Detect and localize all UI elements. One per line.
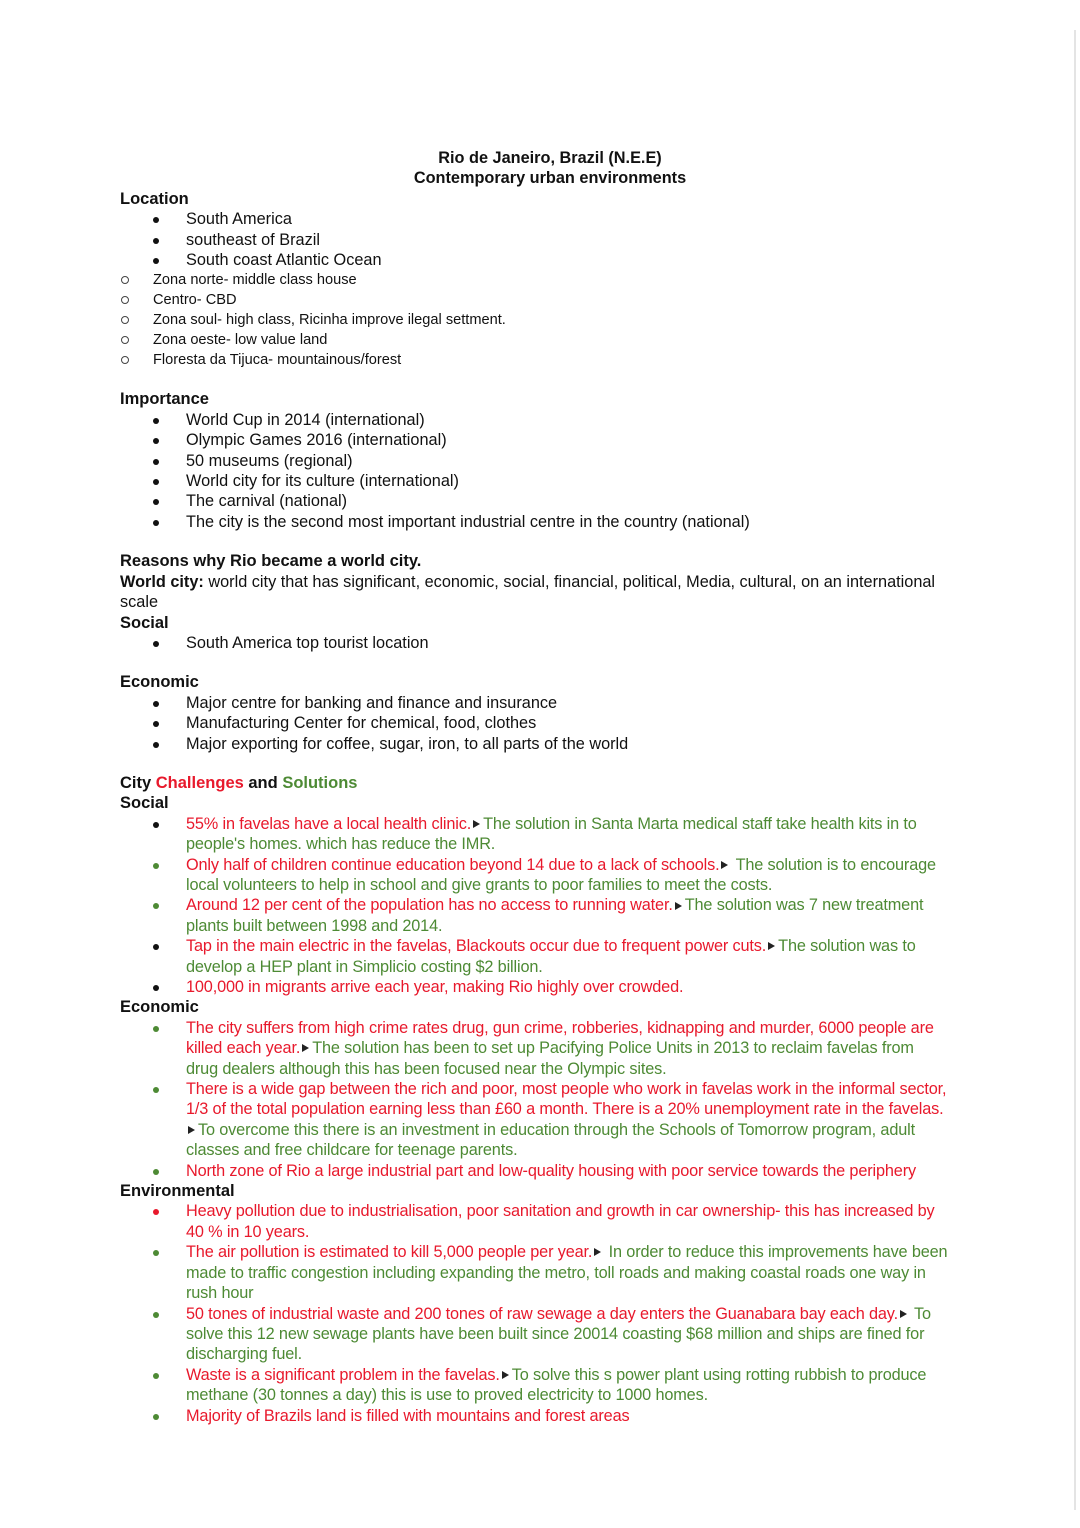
bullet-icon	[153, 418, 159, 424]
bullet-icon	[153, 1414, 159, 1420]
challenges-economic-heading: Economic	[120, 998, 199, 1017]
arrow-right-icon	[188, 1126, 195, 1134]
list-item	[120, 209, 950, 229]
challenge-item	[120, 855, 950, 896]
challenge-text: The air pollution is estimated to kill 5,000 people per year.	[186, 1243, 593, 1262]
arrow-right-icon	[721, 861, 728, 869]
bullet-icon	[153, 1026, 159, 1032]
list-item-text: Centro- CBD	[153, 292, 237, 309]
list-item	[120, 471, 950, 491]
solution-text: To overcome this there is an investment in education through the Schools of Tomorrow program, adult classes and free childcare for teenage parents.	[186, 1120, 915, 1160]
bullet-icon	[153, 863, 159, 869]
challenge-text: 55% in favelas have a local health clinic.	[186, 814, 472, 833]
list-item-text: Major centre for banking and finance and insurance	[186, 693, 558, 712]
definition-label: World city:	[120, 572, 204, 591]
heading-and: and	[243, 773, 283, 792]
challenge-text: Tap in the main electric in the favelas, Blackouts occur due to frequent power cuts.	[186, 937, 767, 956]
document-title: Rio de Janeiro, Brazil (N.E.E)	[438, 149, 662, 167]
challenge-text: Heavy pollution due to industrialisation, poor sanitation and growth in car ownership- this has increased by 40 % in 10 years.	[186, 1202, 935, 1241]
solution-text: To solve this 12 new sewage plants have been built since 20014 coasting $68 million and ships are fined for discharging fuel.	[186, 1304, 931, 1364]
bullet-icon	[153, 258, 159, 264]
list-item	[120, 633, 950, 653]
challenge-item	[120, 977, 950, 997]
list-item	[120, 330, 950, 350]
bullet-icon	[153, 238, 159, 244]
circle-bullet-icon	[121, 296, 129, 304]
bullet-icon	[153, 1312, 159, 1318]
arrow-right-icon	[768, 942, 775, 950]
challenge-text: The city suffers from high crime rates drug, gun crime, robberies, kidnapping and murder, 6000 people are killed each year.	[186, 1018, 934, 1058]
importance-heading: Importance	[120, 390, 209, 409]
list-item	[120, 430, 950, 450]
bullet-icon	[153, 944, 159, 950]
solution-text: The solution in Santa Marta medical staff take health kits in to people's homes. which has reduce the IMR.	[186, 814, 917, 854]
circle-bullet-icon	[121, 336, 129, 344]
bullet-icon	[153, 1209, 159, 1215]
reasons-economic-heading: Economic	[120, 673, 199, 692]
document-page	[120, 148, 950, 1426]
definition-text: world city that has significant, economic, social, financial, political, Media, cultural, on an international scale	[120, 572, 936, 612]
bullet-icon	[153, 499, 159, 505]
challenge-text: North zone of Rio a large industrial part and low-quality housing with poor service towards the periphery	[186, 1161, 916, 1180]
bullet-icon	[153, 1169, 159, 1175]
bullet-icon	[153, 1087, 159, 1093]
bullet-icon	[153, 217, 159, 223]
list-item	[120, 310, 950, 330]
list-item	[120, 230, 950, 250]
list-item-text: Floresta da Tijuca- mountainous/forest	[153, 352, 402, 369]
challenge-item	[120, 1079, 950, 1161]
list-item	[120, 713, 950, 733]
challenge-item	[120, 1365, 950, 1406]
bullet-icon	[153, 459, 159, 465]
challenge-item	[120, 1242, 950, 1303]
list-item-text: Major exporting for coffee, sugar, iron, to all parts of the world	[186, 734, 629, 753]
challenge-item	[120, 1304, 950, 1365]
list-item-text: World city for its culture (international)	[186, 472, 459, 491]
location-heading: Location	[120, 189, 189, 208]
bullet-icon	[153, 985, 159, 991]
list-item	[120, 734, 950, 754]
bullet-icon	[153, 721, 159, 727]
list-item-text: South America	[186, 210, 292, 229]
challenge-text: Waste is a significant problem in the favelas.	[186, 1365, 500, 1384]
circle-bullet-icon	[121, 356, 129, 364]
list-item-text: South America top tourist location	[186, 633, 429, 652]
arrow-right-icon	[900, 1310, 907, 1318]
solution-text: The solution has been to set up Pacifying Police Units in 2013 to reclaim favelas from drug dealers although this has been focused near the Olympic sites.	[186, 1039, 914, 1078]
bullet-icon	[153, 1250, 159, 1256]
list-item-text: World Cup in 2014 (international)	[186, 410, 425, 429]
list-item-text: Olympic Games 2016 (international)	[186, 431, 447, 450]
challenge-text: There is a wide gap between the rich and poor, most people who work in favelas work in the informal sector, 1/3 of the total population earning less than £60 a month. There is a 20% unemployment rate in the favelas.	[186, 1080, 947, 1119]
importance-list	[120, 410, 950, 532]
challenge-item	[120, 814, 950, 855]
challenge-text: 50 tones of industrial waste and 200 tones of raw sewage a day enters the Guanabara bay each day.	[186, 1304, 898, 1323]
list-item	[120, 410, 950, 430]
challenge-item	[120, 1018, 950, 1079]
challenges-economic-list	[120, 1018, 950, 1181]
heading-solutions: Solutions	[282, 773, 358, 792]
list-item	[120, 350, 950, 370]
challenges-social-list	[120, 814, 950, 998]
challenges-heading	[120, 773, 950, 793]
list-item-text: 50 museums (regional)	[186, 451, 353, 470]
challenge-item	[120, 1201, 950, 1242]
list-item	[120, 290, 950, 310]
list-item-text: Zona oeste- low value land	[153, 332, 328, 349]
list-item-text: Manufacturing Center for chemical, food, clothes	[186, 714, 537, 733]
challenge-item	[120, 1161, 950, 1181]
challenges-environmental-list	[120, 1201, 950, 1425]
reasons-economic-list	[120, 693, 950, 754]
list-item-text: southeast of Brazil	[186, 230, 320, 249]
list-item	[120, 270, 950, 290]
solution-text: In order to reduce this improvements have been made to traffic congestion including expanding the metro, toll roads and making coastal roads one way in rush hour	[186, 1243, 948, 1303]
heading-challenges: Challenges	[155, 773, 244, 792]
document-subtitle: Contemporary urban environments	[413, 169, 687, 188]
list-item-text: South coast Atlantic Ocean	[186, 251, 382, 270]
solution-text: The solution is to encourage local volunteers to help in school and give grants to poor families to meet the costs.	[186, 855, 936, 894]
arrow-right-icon	[675, 902, 682, 910]
list-item-text: Zona soul- high class, Ricinha improve ilegal settment.	[153, 312, 506, 329]
bullet-icon	[153, 742, 159, 748]
solution-text: The solution was to develop a HEP plant in Simplicio costing $2 billion.	[186, 937, 916, 976]
list-item	[120, 491, 950, 511]
list-item-text: Zona norte- middle class house	[153, 272, 357, 289]
page-edge-line	[1074, 30, 1076, 1510]
bullet-icon	[153, 701, 159, 707]
circle-bullet-icon	[121, 276, 129, 284]
arrow-right-icon	[502, 1371, 509, 1379]
list-item	[120, 512, 950, 532]
challenge-item	[120, 895, 950, 936]
circle-bullet-icon	[121, 316, 129, 324]
bullet-icon	[153, 479, 159, 485]
arrow-right-icon	[473, 820, 480, 828]
heading-prefix: City	[120, 773, 156, 792]
challenge-text: Around 12 per cent of the population has no access to running water.	[186, 896, 673, 915]
challenge-text: 100,000 in migrants arrive each year, making Rio highly over crowded.	[186, 978, 684, 996]
arrow-right-icon	[302, 1044, 309, 1052]
challenges-environmental-heading: Environmental	[120, 1182, 235, 1201]
reasons-heading: Reasons why Rio became a world city.	[120, 552, 422, 571]
bullet-icon	[153, 1373, 159, 1379]
bullet-icon	[153, 520, 159, 526]
solution-text: The solution was 7 new treatment plants built between 1998 and 2014.	[186, 896, 924, 935]
bullet-icon	[153, 903, 159, 909]
list-item	[120, 250, 950, 270]
solution-text: To solve this s power plant using rotting rubbish to produce methane (30 tonnes a day) this is use to proved electricity to 1000 homes.	[186, 1365, 927, 1405]
challenges-social-heading: Social	[120, 794, 169, 813]
challenge-item	[120, 1406, 950, 1426]
zone-list	[120, 270, 950, 370]
bullet-icon	[153, 641, 159, 647]
reasons-social-list	[120, 633, 950, 653]
reasons-social-heading: Social	[120, 613, 169, 632]
challenge-text: Only half of children continue education beyond 14 due to a lack of schools.	[186, 855, 720, 874]
arrow-right-icon	[594, 1248, 601, 1256]
list-item	[120, 693, 950, 713]
bullet-icon	[153, 822, 159, 828]
challenge-item	[120, 936, 950, 977]
list-item-text: The city is the second most important industrial centre in the country (national)	[186, 512, 750, 531]
list-item	[120, 451, 950, 471]
bullet-icon	[153, 438, 159, 444]
list-item-text: The carnival (national)	[186, 492, 348, 511]
challenge-text: Majority of Brazils land is filled with mountains and forest areas	[186, 1406, 630, 1425]
location-list	[120, 209, 950, 270]
world-city-definition	[120, 572, 950, 613]
